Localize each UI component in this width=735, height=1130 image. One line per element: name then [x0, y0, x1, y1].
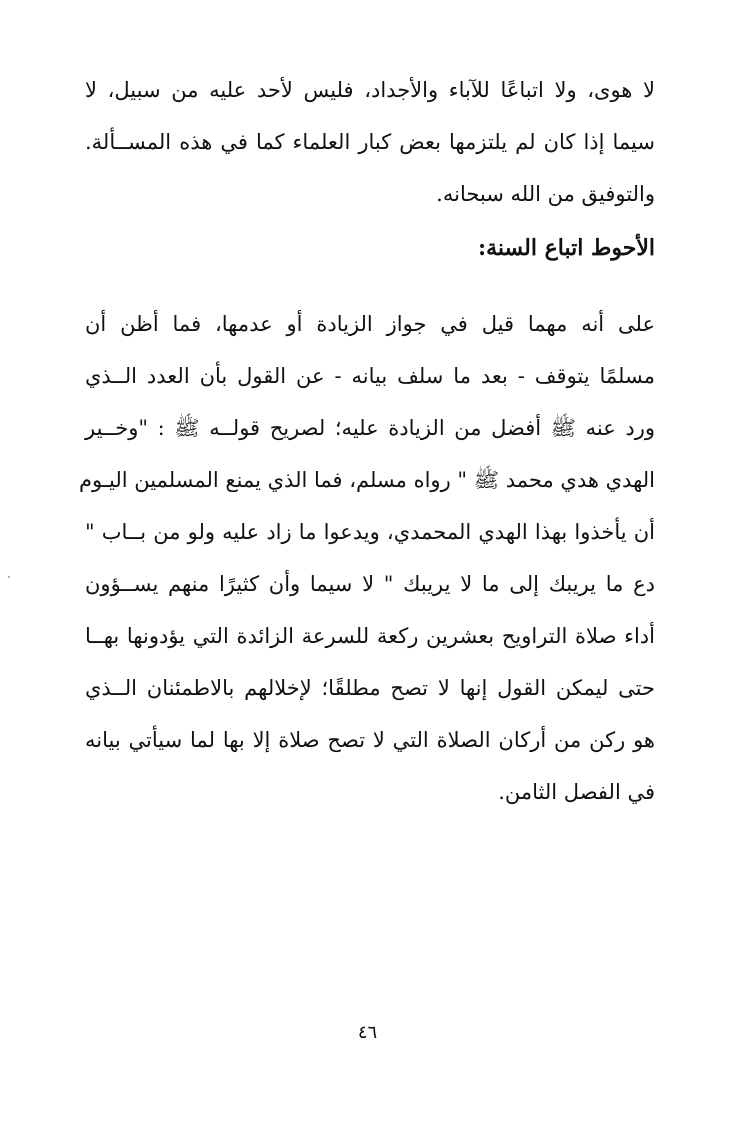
scan-speck: [8, 576, 10, 578]
paragraph-line: سيما إذا كان لم يلتزمها بعض كبار العلماء كما في هذه المســألة.: [85, 130, 655, 154]
paragraph-line: حتى ليمكن القول إنها لا تصح مطلقًا؛ لإخلالهم بالاطمئنان الــذي: [85, 676, 655, 700]
paragraph-1: [85, 64, 655, 220]
page-number: ٤٦: [357, 1022, 378, 1043]
paragraph-line: دع ما يريبك إلى ما لا يريبك " لا سيما وأن كثيرًا منهم يســؤون: [85, 572, 655, 596]
paragraph-line: مسلمًا يتوقف - بعد ما سلف بيانه - عن القول بأن العدد الــذي: [85, 364, 655, 388]
section-heading: الأحوط اتباع السنة:: [478, 235, 655, 261]
paragraph-2: [78, 298, 655, 818]
paragraph-line: والتوفيق من الله سبحانه.: [436, 182, 655, 206]
paragraph-line: في الفصل الثامن.: [498, 780, 655, 804]
paragraph-line: أداء صلاة التراويح بعشرين ركعة للسرعة الزائدة التي يؤدونها بهــا: [85, 624, 655, 648]
paragraph-line: الهدي هدي محمد ﷺ " رواه مسلم، فما الذي يمنع المسلمين اليـوم: [78, 468, 655, 492]
paragraph-line: على أنه مهما قيل في جواز الزيادة أو عدمها، فما أظن أن: [85, 312, 655, 336]
paragraph-line: هو ركن من أركان الصلاة التي لا تصح صلاة إلا بها لما سيأتي بيانه: [85, 728, 655, 752]
paragraph-line: أن يأخذوا بهذا الهدي المحمدي، ويدعوا ما زاد عليه ولو من بــاب ": [85, 520, 655, 544]
paragraph-line: لا هوى، ولا اتباعًا للآباء والأجداد، فليس لأحد عليه من سبيل، لا: [85, 78, 655, 102]
paragraph-line: ورد عنه ﷺ أفضل من الزيادة عليه؛ لصريح قولــه ﷺ : "وخــير: [85, 416, 655, 440]
